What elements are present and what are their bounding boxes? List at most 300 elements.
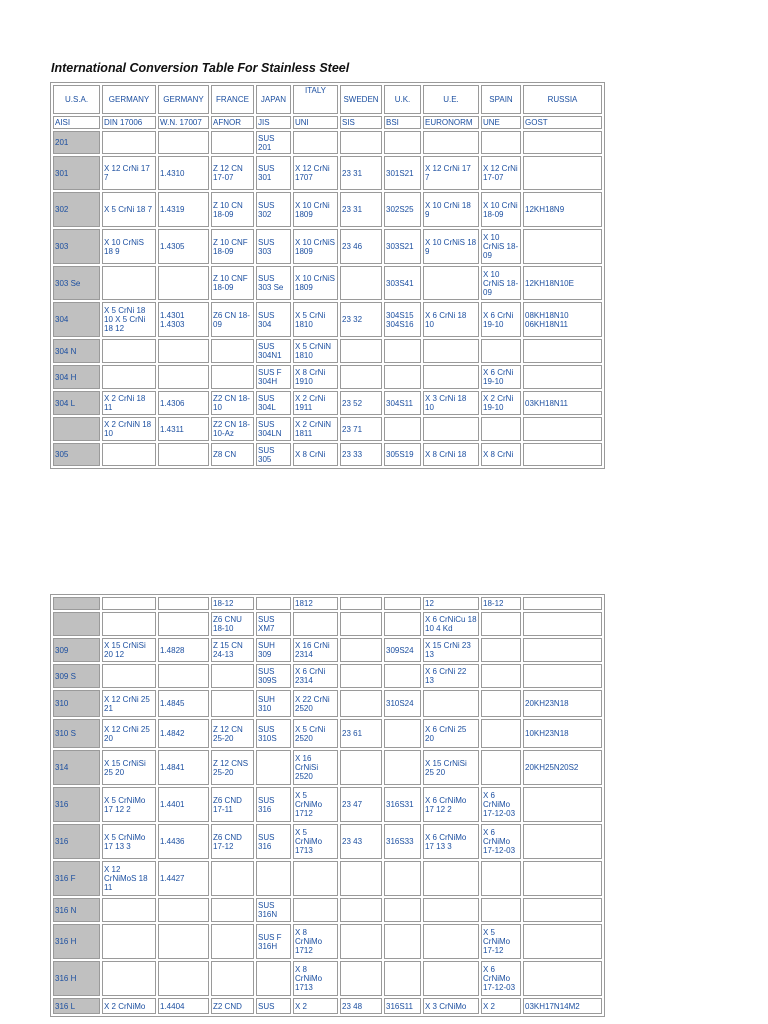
table-row — [53, 597, 602, 610]
grade-cell — [102, 664, 156, 688]
page-title: International Conversion Table For Stainless Steel — [51, 61, 350, 75]
grade-cell — [423, 961, 479, 996]
grade-cell — [481, 339, 521, 363]
grade-cell: X 6 CrNiMo 17 13 3 — [423, 824, 479, 859]
grade-cell: Z 15 CN 24-13 — [211, 638, 254, 662]
aisi-grade-cell: 305 — [53, 443, 100, 466]
table-row — [53, 824, 602, 859]
grade-cell — [481, 664, 521, 688]
aisi-grade-cell: 316 H — [53, 924, 100, 959]
aisi-grade-cell: 310 S — [53, 719, 100, 748]
grade-cell: X 8 CrNiMo 1712 — [293, 924, 338, 959]
grade-cell: Z6 CND 17-12 — [211, 824, 254, 859]
grade-cell — [211, 861, 254, 896]
grade-cell: X 22 CrNi 2520 — [293, 690, 338, 717]
grade-cell: 23 31 — [340, 156, 382, 190]
grade-cell: X 10 CrNiS 18 9 — [102, 229, 156, 264]
table-row — [53, 787, 602, 822]
grade-cell: X 12 CrNiMoS 18 11 — [102, 861, 156, 896]
grade-cell — [481, 612, 521, 636]
grade-cell: Z6 CND 17-11 — [211, 787, 254, 822]
grade-cell: 20KH25N20S2 — [523, 750, 602, 785]
grade-cell: X 12 CrNi 17 7 — [423, 156, 479, 190]
country-header-cell: GERMANY — [158, 85, 209, 114]
grade-cell — [384, 719, 421, 748]
grade-cell: 1.4306 — [158, 391, 209, 415]
grade-cell — [211, 664, 254, 688]
grade-cell: 23 48 — [340, 998, 382, 1014]
grade-cell: Z 10 CNF 18-09 — [211, 266, 254, 300]
grade-cell: X 10 CrNiS 1809 — [293, 229, 338, 264]
grade-cell — [523, 898, 602, 922]
grade-cell — [523, 961, 602, 996]
grade-cell — [211, 924, 254, 959]
table-row — [53, 229, 602, 264]
grade-cell: 12 — [423, 597, 479, 610]
grade-cell: Z 12 CNS 25-20 — [211, 750, 254, 785]
grade-cell — [102, 266, 156, 300]
grade-cell — [158, 597, 209, 610]
grade-cell: SUS F 316H — [256, 924, 291, 959]
grade-cell — [158, 443, 209, 466]
country-header-cell: U.K. — [384, 85, 421, 114]
grade-cell: 304S15 304S16 — [384, 302, 421, 337]
grade-cell — [423, 131, 479, 154]
grade-cell — [423, 861, 479, 896]
grade-cell — [158, 266, 209, 300]
grade-cell — [340, 898, 382, 922]
grade-cell — [293, 612, 338, 636]
country-header-cell: ITALY — [293, 85, 338, 114]
grade-cell: SUS 301 — [256, 156, 291, 190]
grade-cell — [256, 750, 291, 785]
grade-cell: 1.4841 — [158, 750, 209, 785]
grade-cell: 23 71 — [340, 417, 382, 441]
grade-cell — [158, 961, 209, 996]
aisi-grade-cell: 316 — [53, 787, 100, 822]
grade-cell: X 6 CrNi 22 13 — [423, 664, 479, 688]
grade-cell: 1.4401 — [158, 787, 209, 822]
country-header-row — [53, 85, 602, 114]
grade-cell: X 16 CrNi 2314 — [293, 638, 338, 662]
aisi-grade-cell: 316 F — [53, 861, 100, 896]
grade-cell: 316S11 — [384, 998, 421, 1014]
aisi-grade-cell: 304 — [53, 302, 100, 337]
grade-cell: 23 33 — [340, 443, 382, 466]
standard-header-cell: AFNOR — [211, 116, 254, 129]
grade-cell — [523, 131, 602, 154]
grade-cell — [523, 443, 602, 466]
grade-cell: X 10 CrNiS 18 9 — [423, 229, 479, 264]
grade-cell — [211, 131, 254, 154]
grade-cell: X 5 CrNi 18 10 X 5 CrNi 18 12 — [102, 302, 156, 337]
grade-cell — [340, 365, 382, 389]
grade-cell: SUS 316 — [256, 824, 291, 859]
grade-cell — [384, 898, 421, 922]
grade-cell — [384, 961, 421, 996]
grade-cell: X 6 CrNi 18 10 — [423, 302, 479, 337]
grade-cell — [481, 719, 521, 748]
grade-cell — [158, 898, 209, 922]
grade-cell — [481, 417, 521, 441]
aisi-grade-cell: 316 N — [53, 898, 100, 922]
table-row — [53, 998, 602, 1014]
grade-cell: X 2 CrNi 18 11 — [102, 391, 156, 415]
grade-cell: Z6 CN 18-09 — [211, 302, 254, 337]
aisi-grade-cell: 304 L — [53, 391, 100, 415]
grade-cell — [481, 690, 521, 717]
table-row — [53, 612, 602, 636]
grade-cell — [384, 924, 421, 959]
grade-cell: Z 10 CNF 18-09 — [211, 229, 254, 264]
country-header-cell: SPAIN — [481, 85, 521, 114]
grade-cell: X 5 CrNi 1810 — [293, 302, 338, 337]
grade-cell — [102, 131, 156, 154]
grade-cell — [340, 690, 382, 717]
grade-cell: X 8 CrNi — [293, 443, 338, 466]
grade-cell: 1.4427 — [158, 861, 209, 896]
grade-cell — [158, 664, 209, 688]
grade-cell — [102, 597, 156, 610]
grade-cell: X 10 CrNi 18 9 — [423, 192, 479, 227]
aisi-grade-cell: 304 N — [53, 339, 100, 363]
aisi-grade-cell: 303 — [53, 229, 100, 264]
aisi-grade-cell: 301 — [53, 156, 100, 190]
grade-cell — [523, 339, 602, 363]
grade-cell: 03KH17N14M2 — [523, 998, 602, 1014]
grade-cell — [293, 131, 338, 154]
grade-cell: 1812 — [293, 597, 338, 610]
grade-cell: X 10 CrNiS 18-09 — [481, 266, 521, 300]
country-header-cell: SWEDEN — [340, 85, 382, 114]
grade-cell: 1.4319 — [158, 192, 209, 227]
grade-cell: X 2 CrNi 19-10 — [481, 391, 521, 415]
grade-cell — [102, 612, 156, 636]
grade-cell — [293, 898, 338, 922]
standard-header-cell: GOST — [523, 116, 602, 129]
aisi-grade-cell — [53, 597, 100, 610]
aisi-grade-cell: 309 — [53, 638, 100, 662]
grade-cell: X 6 CrNiCu 18 10 4 Kd — [423, 612, 479, 636]
table-row — [53, 302, 602, 337]
grade-cell — [481, 131, 521, 154]
grade-cell — [523, 861, 602, 896]
grade-cell — [158, 365, 209, 389]
grade-cell: 12KH18N9 — [523, 192, 602, 227]
grade-cell: SUH 309 — [256, 638, 291, 662]
grade-cell: X 2 CrNiN 1811 — [293, 417, 338, 441]
grade-cell — [340, 597, 382, 610]
grade-cell: 23 32 — [340, 302, 382, 337]
grade-cell — [211, 365, 254, 389]
grade-cell — [211, 961, 254, 996]
grade-cell: 23 47 — [340, 787, 382, 822]
standard-header-cell: AISI — [53, 116, 100, 129]
grade-cell: SUS 304LN — [256, 417, 291, 441]
grade-cell: 18-12 — [211, 597, 254, 610]
grade-cell: 10KH23N18 — [523, 719, 602, 748]
grade-cell: Z6 CNU 18-10 — [211, 612, 254, 636]
grade-cell — [523, 612, 602, 636]
aisi-grade-cell: 316 L — [53, 998, 100, 1014]
grade-cell — [384, 339, 421, 363]
grade-cell: 303S41 — [384, 266, 421, 300]
grade-cell — [523, 924, 602, 959]
grade-cell: 301S21 — [384, 156, 421, 190]
grade-cell: X 10 CrNi 18-09 — [481, 192, 521, 227]
table-row — [53, 638, 602, 662]
grade-cell — [423, 365, 479, 389]
grade-cell: 18-12 — [481, 597, 521, 610]
grade-cell: 03KH18N11 — [523, 391, 602, 415]
grade-cell: SUS 304N1 — [256, 339, 291, 363]
grade-cell: X 15 CrNiSi 20 12 — [102, 638, 156, 662]
grade-cell: Z2 CN 18-10-Az — [211, 417, 254, 441]
grade-cell: Z 12 CN 25-20 — [211, 719, 254, 748]
standard-header-cell: BSI — [384, 116, 421, 129]
aisi-grade-cell: 201 — [53, 131, 100, 154]
country-header-cell: U.S.A. — [53, 85, 100, 114]
grade-cell: 1.4842 — [158, 719, 209, 748]
grade-cell — [481, 638, 521, 662]
grade-cell — [523, 417, 602, 441]
grade-cell: SUS 310S — [256, 719, 291, 748]
table-row — [53, 719, 602, 748]
grade-cell: 316S33 — [384, 824, 421, 859]
grade-cell: 1.4845 — [158, 690, 209, 717]
standard-header-cell: W.N. 17007 — [158, 116, 209, 129]
aisi-grade-cell: 304 H — [53, 365, 100, 389]
grade-cell — [481, 898, 521, 922]
grade-cell — [523, 229, 602, 264]
table-row — [53, 156, 602, 190]
table-row — [53, 131, 602, 154]
grade-cell: X 12 CrNi 17-07 — [481, 156, 521, 190]
grade-cell: X 10 CrNiS 1809 — [293, 266, 338, 300]
standard-header-cell: SIS — [340, 116, 382, 129]
table-row — [53, 898, 602, 922]
standard-header-cell: DIN 17006 — [102, 116, 156, 129]
grade-cell: X 6 CrNi 2314 — [293, 664, 338, 688]
grade-cell — [211, 339, 254, 363]
grade-cell: SUS F 304H — [256, 365, 291, 389]
grade-cell — [523, 597, 602, 610]
grade-cell: 23 31 — [340, 192, 382, 227]
grade-cell: 1.4404 — [158, 998, 209, 1014]
aisi-grade-cell — [53, 417, 100, 441]
table-row — [53, 961, 602, 996]
standard-header-cell: UNE — [481, 116, 521, 129]
grade-cell — [158, 339, 209, 363]
grade-cell: SUS 201 — [256, 131, 291, 154]
standard-header-cell: EURONORM — [423, 116, 479, 129]
grade-cell: Z8 CN — [211, 443, 254, 466]
country-header-cell: RUSSIA — [523, 85, 602, 114]
grade-cell: X 8 CrNiMo 1713 — [293, 961, 338, 996]
grade-cell: 302S25 — [384, 192, 421, 227]
grade-cell — [384, 861, 421, 896]
grade-cell — [256, 861, 291, 896]
grade-cell — [102, 365, 156, 389]
grade-cell — [384, 131, 421, 154]
grade-cell: X 12 CrNi 1707 — [293, 156, 338, 190]
grade-cell: X 8 CrNi — [481, 443, 521, 466]
grade-cell: X 2 — [481, 998, 521, 1014]
grade-cell: X 5 CrNi 2520 — [293, 719, 338, 748]
grade-cell: SUS 305 — [256, 443, 291, 466]
table-row — [53, 266, 602, 300]
grade-cell: X 3 CrNiMo — [423, 998, 479, 1014]
grade-cell: 316S31 — [384, 787, 421, 822]
table-row — [53, 365, 602, 389]
grade-cell — [423, 898, 479, 922]
grade-cell: X 5 CrNiMo 17 12 2 — [102, 787, 156, 822]
aisi-grade-cell — [53, 612, 100, 636]
grade-cell: SUS 304 — [256, 302, 291, 337]
grade-cell — [340, 961, 382, 996]
grade-cell — [384, 750, 421, 785]
grade-cell: X 2 CrNiMo — [102, 998, 156, 1014]
grade-cell: 305S19 — [384, 443, 421, 466]
grade-cell: Z2 CN 18-10 — [211, 391, 254, 415]
aisi-grade-cell: 314 — [53, 750, 100, 785]
grade-cell: X 5 CrNiMo 17 13 3 — [102, 824, 156, 859]
table-row — [53, 861, 602, 896]
grade-cell: Z2 CND — [211, 998, 254, 1014]
grade-cell: SUH 310 — [256, 690, 291, 717]
table-row — [53, 664, 602, 688]
grade-cell — [211, 898, 254, 922]
country-header-cell: JAPAN — [256, 85, 291, 114]
grade-cell: X 12 CrNi 25 21 — [102, 690, 156, 717]
grade-cell — [340, 861, 382, 896]
grade-cell — [102, 443, 156, 466]
grade-cell: X 10 CrNi 1809 — [293, 192, 338, 227]
grade-cell — [523, 787, 602, 822]
grade-cell: Z 12 CN 17-07 — [211, 156, 254, 190]
grade-cell — [423, 339, 479, 363]
grade-cell: 12KH18N10E — [523, 266, 602, 300]
grade-cell: X 8 CrNi 18 — [423, 443, 479, 466]
grade-cell: 1.4305 — [158, 229, 209, 264]
grade-cell — [423, 690, 479, 717]
grade-cell: 23 46 — [340, 229, 382, 264]
aisi-grade-cell: 310 — [53, 690, 100, 717]
standard-header-cell: JIS — [256, 116, 291, 129]
grade-cell: X 15 CrNiSi 25 20 — [423, 750, 479, 785]
table-row — [53, 192, 602, 227]
table-row — [53, 690, 602, 717]
table-row — [53, 391, 602, 415]
grade-cell — [340, 339, 382, 363]
grade-cell: X 8 CrNi 1910 — [293, 365, 338, 389]
table-row — [53, 924, 602, 959]
grade-cell: SUS 316N — [256, 898, 291, 922]
grade-cell: 1.4301 1.4303 — [158, 302, 209, 337]
grade-cell — [384, 612, 421, 636]
grade-cell: 23 43 — [340, 824, 382, 859]
grade-cell — [293, 861, 338, 896]
grade-cell: X 6 CrNi 25 20 — [423, 719, 479, 748]
grade-cell: SUS 316 — [256, 787, 291, 822]
country-header-cell: FRANCE — [211, 85, 254, 114]
grade-cell — [481, 861, 521, 896]
grade-cell: 23 52 — [340, 391, 382, 415]
grade-cell — [523, 156, 602, 190]
grade-cell — [102, 924, 156, 959]
grade-cell: 304S11 — [384, 391, 421, 415]
table-row — [53, 417, 602, 441]
grade-cell — [340, 924, 382, 959]
grade-cell — [102, 961, 156, 996]
grade-cell: X 5 CrNiMo 1713 — [293, 824, 338, 859]
grade-cell: X 2 CrNiN 18 10 — [102, 417, 156, 441]
grade-cell — [102, 898, 156, 922]
grade-cell: X 6 CrNiMo 17 12 2 — [423, 787, 479, 822]
grade-cell: X 10 CrNiS 18-09 — [481, 229, 521, 264]
grade-cell: SUS — [256, 998, 291, 1014]
grade-cell — [523, 638, 602, 662]
aisi-grade-cell: 302 — [53, 192, 100, 227]
grade-cell: X 3 CrNi 18 10 — [423, 391, 479, 415]
grade-cell: X 5 CrNi 18 7 — [102, 192, 156, 227]
grade-cell: X 6 CrNi 19-10 — [481, 302, 521, 337]
grade-cell: X 5 CrNiMo 17-12 — [481, 924, 521, 959]
grade-cell: 1.4311 — [158, 417, 209, 441]
grade-cell: SUS 304L — [256, 391, 291, 415]
grade-cell: X 12 CrNi 17 7 — [102, 156, 156, 190]
grade-cell: 08KH18N10 06KH18N11 — [523, 302, 602, 337]
grade-cell: X 12 CrNi 25 20 — [102, 719, 156, 748]
aisi-grade-cell: 316 — [53, 824, 100, 859]
grade-cell: 1.4436 — [158, 824, 209, 859]
grade-cell: 309S24 — [384, 638, 421, 662]
grade-cell — [256, 961, 291, 996]
aisi-grade-cell: 316 H — [53, 961, 100, 996]
country-header-cell: GERMANY — [102, 85, 156, 114]
conversion-table-bottom — [50, 594, 605, 1017]
grade-cell: 303S21 — [384, 229, 421, 264]
grade-cell — [211, 690, 254, 717]
grade-cell — [340, 638, 382, 662]
grade-cell: X 5 CrNiMo 1712 — [293, 787, 338, 822]
grade-cell: SUS 302 — [256, 192, 291, 227]
grade-cell — [384, 664, 421, 688]
grade-cell: X 5 CrNiN 1810 — [293, 339, 338, 363]
grade-cell — [340, 750, 382, 785]
grade-cell — [340, 612, 382, 636]
grade-cell: SUS XM7 — [256, 612, 291, 636]
table-row — [53, 750, 602, 785]
grade-cell: X 6 CrNiMo 17-12-03 — [481, 824, 521, 859]
table-row — [53, 339, 602, 363]
grade-cell: 1.4828 — [158, 638, 209, 662]
grade-cell — [384, 417, 421, 441]
grade-cell — [102, 339, 156, 363]
grade-cell — [340, 131, 382, 154]
grade-cell — [384, 597, 421, 610]
grade-cell: X 2 CrNi 1911 — [293, 391, 338, 415]
grade-cell: 23 61 — [340, 719, 382, 748]
table-row — [53, 443, 602, 466]
grade-cell — [384, 365, 421, 389]
grade-cell: 310S24 — [384, 690, 421, 717]
grade-cell: SUS 303 Se — [256, 266, 291, 300]
grade-cell: X 2 — [293, 998, 338, 1014]
grade-cell — [158, 924, 209, 959]
grade-cell — [158, 131, 209, 154]
standard-header-row — [53, 116, 602, 129]
